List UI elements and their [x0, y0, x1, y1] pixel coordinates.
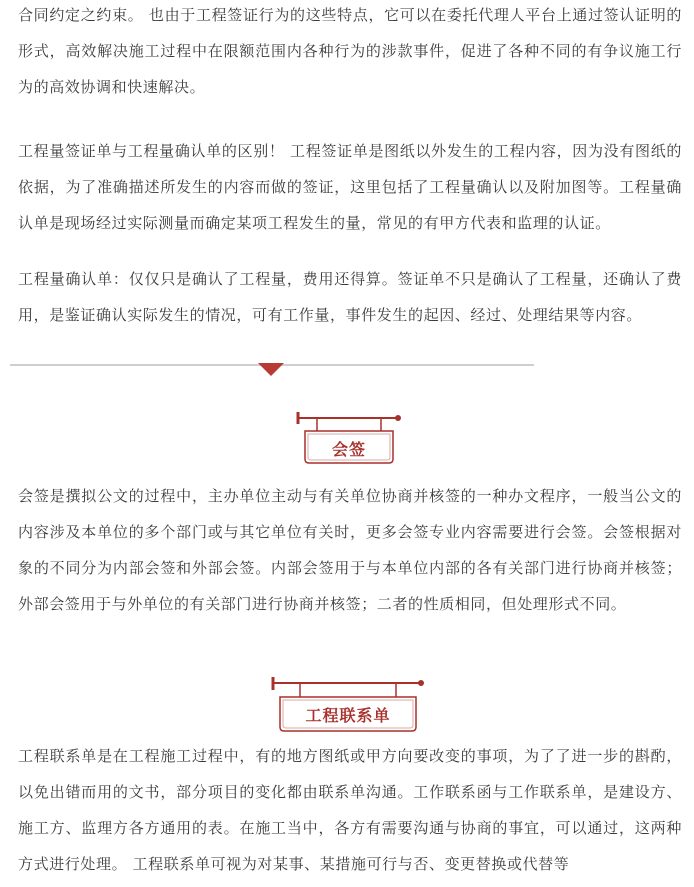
heading-huiqian: 会签: [331, 440, 366, 459]
paragraph-quantity-confirmation: 工程量确认单：仅仅只是确认了工程量，费用还得算。签证单不只是确认了工程量，还确认了费用，是鉴证确认实际发生的情况，可有工作量，事件发生的起因、经过、处理结果等内容。: [18, 270, 682, 324]
section-divider: [10, 362, 534, 378]
heading-lianxidan: 工程联系单: [305, 706, 391, 725]
divider-triangle-icon: [258, 363, 284, 376]
paragraph-lianxidan: 工程联系单是在工程施工过程中，有的地方图纸或甲方向要改变的事项，为了了进一步的斟酌，以免出错而用的文书，部分项目的变化都由联系单沟通。工作联系函与工作联系单，是建设方、施工方、监理方各方通用的表。在施工当中，各方有需要沟通与协商的事宜，可以通过，这两种方式进行处理。 工程联系单可视为对某事、某措施可行与否、变更替换或代替等: [18, 747, 682, 873]
heading-sign-lianxidan: [270, 675, 426, 735]
paragraph-difference: 工程量签证单与工程量确认单的区别！ 工程签证单是图纸以外发生的工程内容，因为没有图纸的依据，为了准确描述所发生的内容而做的签证，这里包括了工程量确认以及附加图等。工程量确认单是现场经过实际测量而确定某项工程发生的量，常见的有甲方代表和监理的认证。: [18, 142, 682, 232]
heading-sign-huiqian: [295, 409, 403, 467]
paragraph-huiqian: 会签是撰拟公文的过程中，主办单位主动与有关单位协商并核签的一种办文程序，一般当公文的内容涉及本单位的多个部门或与其它单位有关时，更多会签专业内容需要进行会签。会签根据对象的不同分为内部会签和外部会签。内部会签用于与本单位内部的各有关部门进行协商并核签；外部会签用于与外单位的有关部门进行协商并核签；二者的性质相同，但处理形式不同。: [18, 487, 682, 613]
paragraph-signing-features: 合同约定之约束。 也由于工程签证行为的这些特点，它可以在委托代理人平台上通过签认证明的形式，高效解决施工过程中在限额范围内各种行为的涉款事件，促进了各种不同的有争议施工行为的高效协调和快速解决。: [18, 6, 682, 96]
